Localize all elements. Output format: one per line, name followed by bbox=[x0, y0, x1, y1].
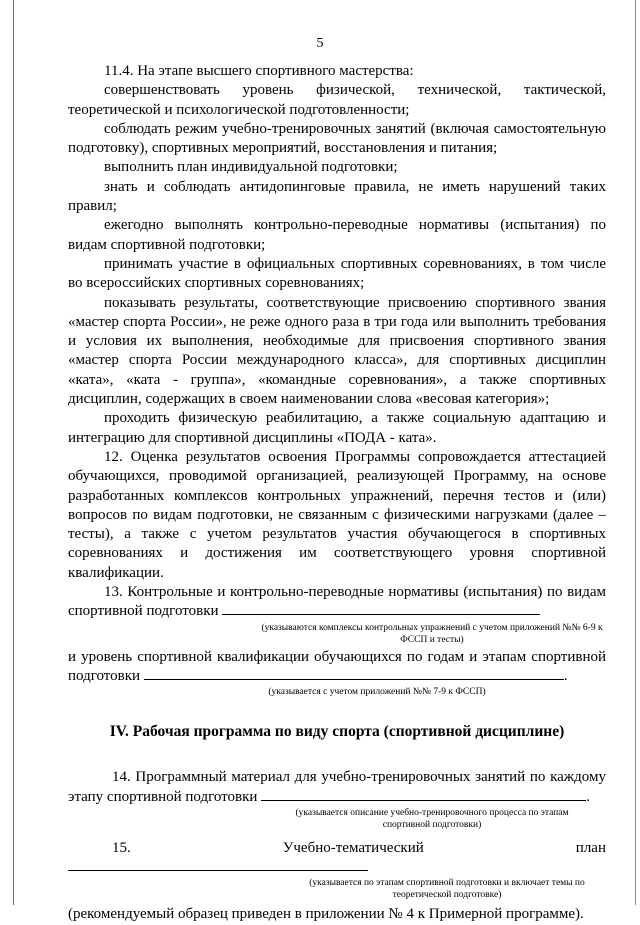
fill-line-14 bbox=[261, 788, 586, 801]
paragraph-11-4-item: совершенствовать уровень физической, технической, тактической, теоретической и психологической подготовленности; bbox=[68, 82, 606, 118]
paragraph-11-4-item: соблюдать режим учебно-тренировочных занятий (включая самостоятельную подготовку), спортивных мероприятий, восстановления и питания; bbox=[68, 120, 606, 157]
note-14: (указывается описание учебно-тренировочного процесса по этапам спортивной подготовки) bbox=[295, 807, 569, 830]
page-number: 5 bbox=[316, 36, 324, 51]
paragraph-11-4-item: выполнить план индивидуальной подготовки; bbox=[104, 159, 398, 176]
paragraph-13-text: 13. Контрольные и контрольно-переводные нормативы (испытания) по видам спортивной подготовки bbox=[68, 584, 606, 620]
fill-line-15 bbox=[68, 858, 368, 871]
section-iv-title: IV. Рабочая программа по виду спорта (спортивной дисциплине) bbox=[109, 723, 565, 741]
note-13a: (указываются комплексы контрольных упражнений с учетом приложений №№ 6-9 к ФССП и тесты) bbox=[261, 622, 603, 645]
document-body bbox=[68, 62, 606, 925]
paragraph-11-4-item: ежегодно выполнять контрольно-переводные нормативы (испытания) по видам спортивной подготовки; bbox=[68, 217, 606, 253]
paragraph-15 bbox=[68, 839, 606, 878]
paragraph-13 bbox=[68, 583, 606, 622]
paragraph-13-text2: и уровень спортивной квалификации обучающихся по годам и этапам спортивной подготовки bbox=[68, 648, 606, 684]
paragraph-13-continued: и уровень спортивной квалификации обучающихся по годам и этапам спортивной подготовки . bbox=[68, 648, 606, 684]
paragraph-11-4-item: показывать результаты, соответствующие присвоению спортивного звания «мастер спорта России», не реже одного раза в три года или выполнить требования и условия их выполнения, необходимые для присвоения спортивного звания «мастер спорта России международного класса», для спортивных дисциплин «ката», «ката - группа», «командные соревнования», а также спортивных дисциплин, содержащих в своем наименовании слова «весовая категория»; bbox=[68, 294, 606, 408]
paragraph-15-text: 15. Учебно-тематический план bbox=[112, 839, 606, 856]
paragraph-11-4-item: знать и соблюдать антидопинговые правила, не иметь нарушений таких правил; bbox=[68, 178, 606, 215]
page-edge-left bbox=[13, 0, 14, 905]
paragraph-15-footer: (рекомендуемый образец приведен в приложении № 4 к Примерной программе). bbox=[68, 906, 584, 923]
fill-line-13a bbox=[222, 602, 540, 615]
paragraph-14: 14. Программный материал для учебно-тренировочных занятий по каждому этапу спортивной подготовки . bbox=[68, 769, 606, 805]
paragraph-14-text: 14. Программный материал для учебно-тренировочных занятий по каждому этапу спортивной подготовки bbox=[68, 769, 606, 805]
paragraph-11-4-item: проходить физическую реабилитацию, а также социальную адаптацию и интеграцию для спортивной дисциплины «ПОДА - ката». bbox=[68, 410, 606, 446]
paragraph-11-4-item: принимать участие в официальных спортивных соревнованиях, в том числе во всероссийских спортивных соревнованиях; bbox=[68, 255, 606, 292]
note-13b: (указывается с учетом приложений №№ 7-9 к ФССП) bbox=[268, 687, 486, 698]
note-15: (указывается по этапам спортивной подготовки и включает темы по теоретической подготовке) bbox=[309, 878, 585, 901]
fill-line-13b bbox=[144, 667, 564, 680]
page-edge-right bbox=[635, 0, 636, 905]
paragraph-11-4-heading: 11.4. На этапе высшего спортивного мастерства: bbox=[104, 63, 414, 79]
paragraph-12: 12. Оценка результатов освоения Программы сопровождается аттестацией обучающихся, проводимой организацией, реализующей Программу, на основе разработанных комплексов контрольных упражнений, перечня тестов и (или) вопросов по видам подготовки, не связанным с физическими нагрузками (далее – тесты), а также с учетом результатов участия обучающегося в спортивных соревнованиях и достижения им соответствующего уровня спортивной квалификации. bbox=[68, 448, 606, 581]
